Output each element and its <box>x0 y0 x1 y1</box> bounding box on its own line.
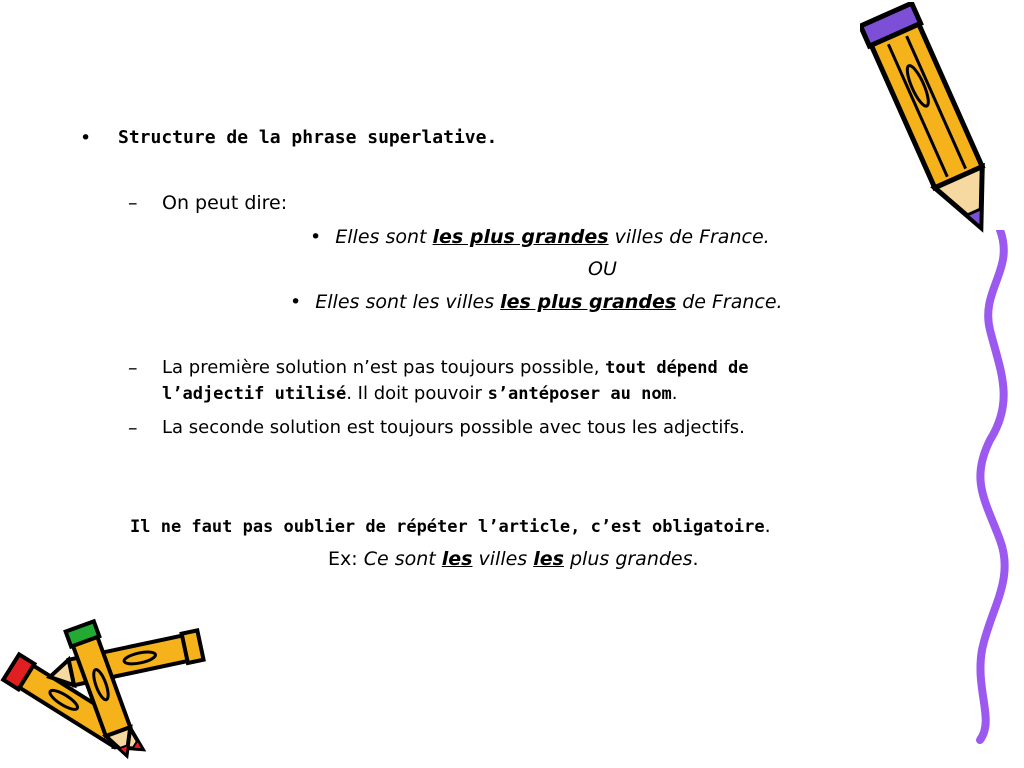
point3-text: La seconde solution est toujours possible avec tous les adjectifs. <box>162 417 745 438</box>
point2-line2-a: l’adjectif utilisé <box>162 384 347 404</box>
example3-line <box>328 547 699 571</box>
point2-line1-a: La première solution n’est pas toujours possible, <box>162 357 606 378</box>
dash-icon: – <box>128 357 138 379</box>
or-text: OU <box>588 258 617 280</box>
example2-prefix: Elles sont les villes <box>315 291 501 313</box>
point1-text: On peut dire: <box>162 192 288 214</box>
example1-line <box>310 225 770 249</box>
wavy-line-icon <box>960 230 1020 750</box>
point2-line1 <box>162 356 748 380</box>
dash-icon: – <box>128 192 138 214</box>
example3-end: . <box>692 548 699 570</box>
example2-suffix: de France. <box>676 291 783 313</box>
bullet-icon: • <box>310 226 322 248</box>
example2-line <box>290 290 783 314</box>
heading-line <box>80 126 91 150</box>
example3-art1: les <box>441 548 473 570</box>
point2-line2 <box>162 382 678 406</box>
example1-prefix: Elles sont <box>335 226 433 248</box>
example3-p3: plus grandes <box>563 548 693 570</box>
note-end: . <box>764 515 771 537</box>
example3-p2: villes <box>472 548 534 570</box>
point2-line1-b: tout dépend de <box>605 358 749 378</box>
point2-line2-d: . <box>671 383 678 404</box>
example3-label: Ex: <box>328 548 364 570</box>
point2-line2-c: s’antéposer au nom <box>487 384 672 404</box>
dash-icon: – <box>128 417 138 439</box>
bullet-icon: • <box>80 127 92 149</box>
heading-text: Structure de la phrase superlative. <box>118 127 498 148</box>
note-bold: Il ne faut pas oublier de répéter l’article, c’est obligatoire <box>130 517 765 537</box>
example3-p1: Ce sont <box>363 548 442 570</box>
bullet-icon: • <box>290 291 302 313</box>
example1-suffix: villes de France. <box>608 226 770 248</box>
example2-emph: les plus grandes <box>500 291 677 313</box>
example1-emph: les plus grandes <box>432 226 609 248</box>
point2-line2-b: . Il doit pouvoir <box>346 383 488 404</box>
crossed-pencils-icon <box>0 615 210 765</box>
pencil-icon <box>860 2 1010 247</box>
note-line <box>130 514 771 539</box>
example3-art2: les <box>533 548 564 570</box>
